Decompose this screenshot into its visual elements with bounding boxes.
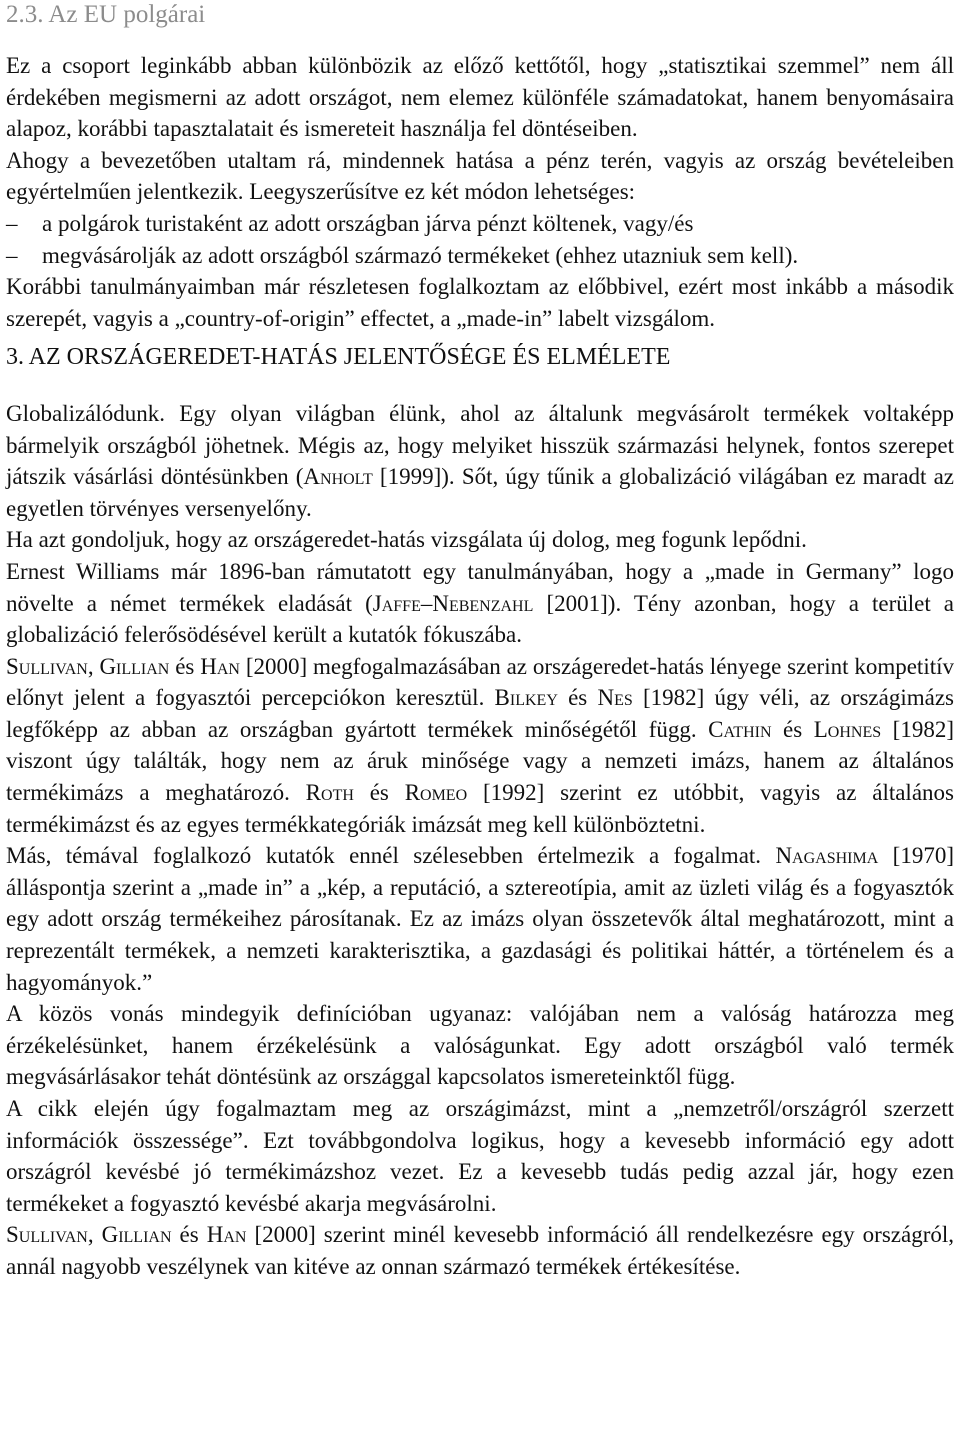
author-name: Jaffe: [372, 590, 421, 616]
text-run: és: [771, 716, 814, 742]
text-run: [1982] úgy véli, az országimázs legfőképp az abban az országban gyártott termékek minőségétől függ.: [6, 685, 954, 742]
text-run: ,: [87, 1222, 102, 1248]
author-name: Nes: [597, 685, 633, 711]
subsection-title: 2.3. Az EU polgárai: [6, 1, 206, 28]
author-name: Cathin: [708, 716, 772, 742]
text-run: [1982] viszont úgy találták, hogy nem az áruk minősége vagy a nemzeti imázs, hanem az általános termékimázs a meghatározó.: [6, 716, 954, 806]
text-run: [2000] megfogalmazásában az országeredet-hatás lényege szerint kompetitív előnyt jelent a fogyasztói percepciókon keresztül.: [6, 653, 954, 711]
paragraph-after-list: Korábbi tanulmányaimban már részletesen foglalkoztam az előbbivel, ezért most inkább a második szerepét, vagyis a „country-of-origin” effectet, a „made-in” labelt vizsgálom.: [6, 274, 954, 331]
document-page: [6, 0, 954, 1283]
list-item: [6, 240, 954, 272]
list-item-text: a polgárok turistaként az adott országban járva pénzt költenek, vagy/és: [42, 210, 694, 236]
text-run: és: [171, 1222, 207, 1248]
text-run: és: [353, 780, 405, 806]
section-heading: 3. AZ ORSZÁGEREDET-HATÁS JELENTŐSÉGE ÉS ELMÉLETE: [6, 344, 671, 371]
body-paragraph-1: [6, 398, 954, 524]
body-paragraph-6: A közös vonás mindegyik definícióban ugyanaz: valójában nem a valóság határozza meg érzékelésünket, hanem érzékelésünk a valóságunkat. Egy adott országból való termék megvásárlásakor tehát döntésünk az országgal kapcsolatos ismereteinktől függ.: [6, 1001, 954, 1090]
text-run: [1970] álláspontja szerint a „made in” a „kép, a reputáció, a sztereotípia, amit az üzleti világ és a fogyasztók egy adott ország termékeihez párosítanak. Ez az imázs olyan összetevők által meghatározott, mint a reprezentált termékek, a nemzeti karakterisztika, a gazdasági és politikai háttér, a történelem és a hagyományok.”: [6, 843, 954, 995]
body-paragraph-5: [6, 840, 954, 998]
text-run: [1992] szerint ez utóbbit, vagyis az általános termékimázst és az egyes termékkategóriák imázsát meg kell különböztetni.: [6, 780, 954, 837]
intro-paragraph: Ez a csoport leginkább abban különbözik az előző kettőtől, hogy „statisztikai szemmel” nem áll érdekében megismerni az adott országot, nem elemez különféle számadatokat, hanem benyomásaira alapoz, korábbi tapasztalatait és ismereteit használja fel döntéseiben.: [6, 53, 954, 142]
body-paragraph-3: [6, 556, 954, 651]
intro-paragraph: Ahogy a bevezetőben utaltam rá, mindennek hatása a pénz terén, vagyis az ország bevételeiben egyértelműen jelentkezik. Leegyszerűsítve ez két módon lehetséges:: [6, 147, 954, 205]
dash-bullet-icon: –: [6, 210, 18, 236]
dash-list: [6, 208, 954, 271]
text-run: Globalizálódunk. Egy olyan világban élünk, ahol az általunk megvásárolt termékek voltaképp bármelyik országból jöhetnek. Mégis az, hogy melyiket hisszük származási helynek, fontos szerepet játszik vásárlási döntésünkben (: [6, 400, 954, 490]
author-name: Lohnes: [813, 716, 882, 742]
text-run: [2001]). Tény azonban, hogy a terület a globalizáció felerősödésével került a kutatók fókuszába.: [6, 590, 955, 648]
list-item: [6, 208, 954, 240]
body-paragraph-4: [6, 651, 954, 841]
author-name: Gillian: [101, 1222, 172, 1248]
author-name: Anholt: [303, 464, 373, 490]
body-paragraph-2: Ha azt gondoljuk, hogy az országeredet-hatás vizsgálata új dolog, meg fogunk lepődni.: [6, 527, 807, 553]
text-run: –: [420, 590, 433, 616]
text-run: és: [169, 653, 201, 679]
author-name: Bilkey: [494, 685, 558, 711]
text-run: ,: [87, 653, 100, 679]
author-name: Roth: [305, 780, 354, 806]
text-run: [2000] szerint minél kevesebb információ áll rendelkezésre egy országról, annál nagyobb veszélynek van kitéve az onnan származó termékek értékesítése.: [6, 1222, 954, 1279]
body-paragraph-8: [6, 1219, 954, 1282]
text-run: és: [557, 685, 598, 711]
text-run: Más, témával foglalkozó kutatók ennél szélesebben értelmezik a fogalmat.: [6, 843, 776, 869]
author-name: Nagashima: [775, 843, 879, 869]
author-name: Han: [200, 653, 240, 679]
author-name: Romeo: [404, 780, 468, 806]
author-name: Sullivan: [6, 1222, 88, 1248]
list-item-text: megvásárolják az adott országból származó termékeket (ehhez utazniuk sem kell).: [42, 242, 799, 268]
text-run: Ernest Williams már 1896-ban rámutatott egy tanulmányában, hogy a „made in Germany” logo növelte a német termékek eladását (: [6, 558, 954, 616]
spacer: [6, 32, 954, 50]
body-paragraph-7: A cikk elején úgy fogalmaztam meg az országimázst, mint a „nemzetről/országról szerzett információk összessége”. Ezt továbbgondolva logikus, hogy a kevesebb információ egy adott országról kevésbé jó termékimázshoz vezet. Ez a kevesebb tudás pedig azzal jár, hogy ezen termékeket a fogyasztó kevésbé akarja megvásárolni.: [6, 1096, 954, 1216]
text-run: [1999]). Sőt, úgy tűnik a globalizáció világában ez maradt az egyetlen törvényes versenyelőny.: [6, 464, 955, 521]
author-name: Gillian: [99, 653, 170, 679]
dash-bullet-icon: –: [6, 242, 18, 268]
author-name: Han: [206, 1222, 247, 1248]
author-name: Sullivan: [6, 653, 88, 679]
author-name: Nebenzahl: [432, 590, 534, 616]
